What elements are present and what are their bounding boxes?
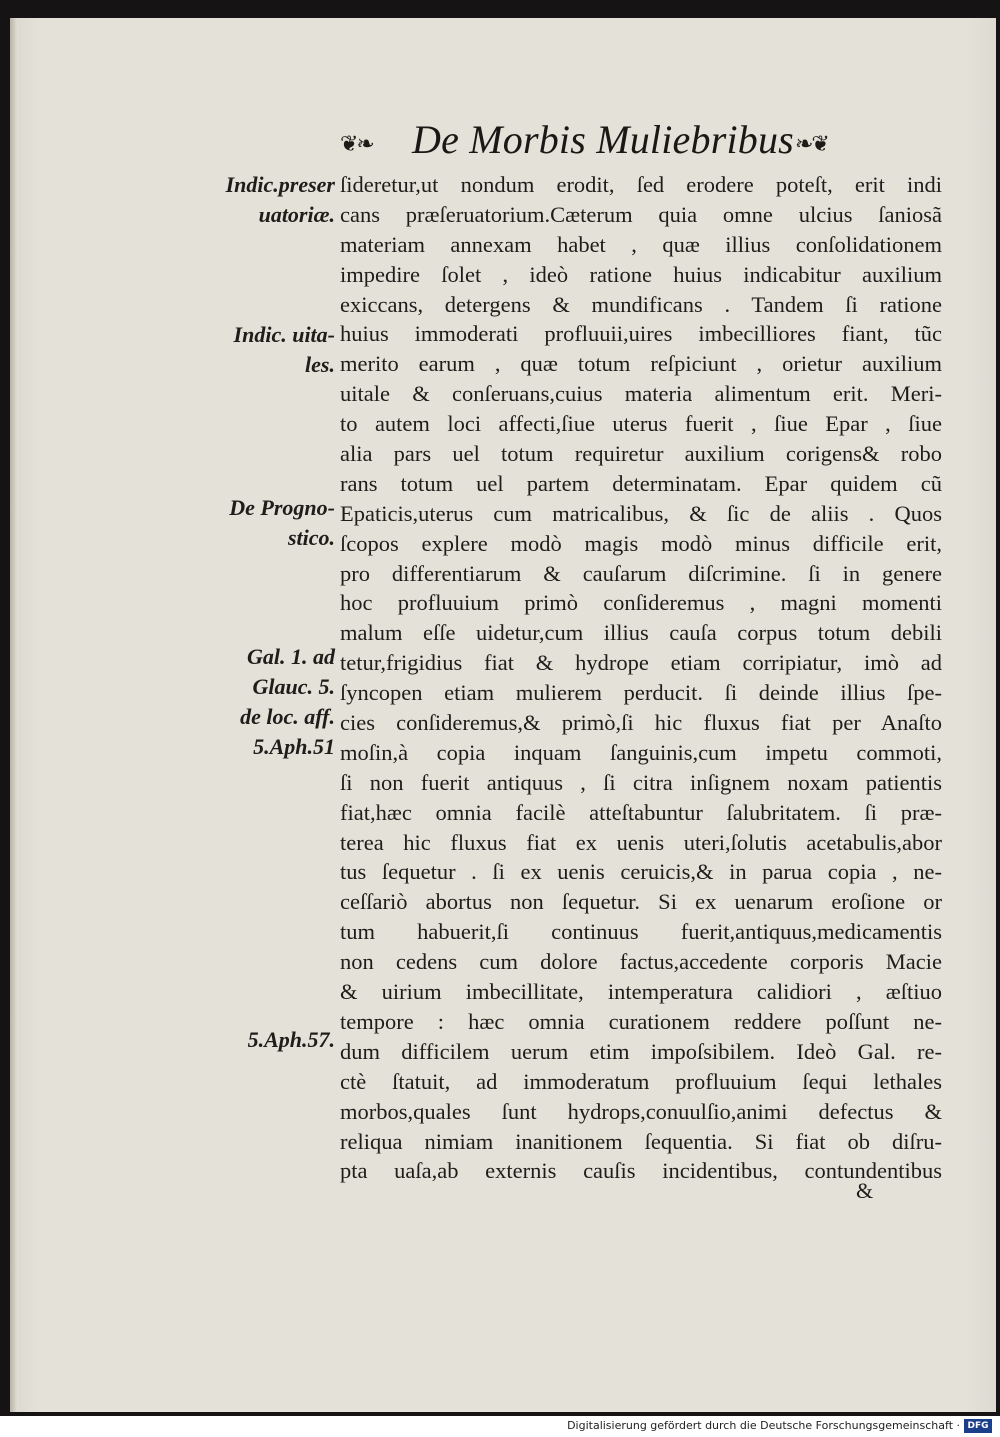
ornament-right-icon: ❧❦ xyxy=(795,132,828,157)
text-line: cies conſideremus,& primò,ſi hic fluxus fiat per Anaſto xyxy=(340,710,942,736)
margin-note-indic-preseruatoriae xyxy=(195,170,335,230)
text-line: rans totum uel partem determinatam. Epar quidem cũ xyxy=(340,470,942,496)
text-line: tum habuerit,ſi continuus fuerit,antiquus,medicamentis xyxy=(340,919,942,945)
text-line: reliqua nimiam inanitionem ſequentia. Si fiat ob diſru- xyxy=(340,1128,942,1154)
page-header xyxy=(340,112,860,162)
text-line: ceſſariò abortus non ſequetur. Si ex uenarum eroſione or xyxy=(340,889,942,915)
text-line: to autem loci affecti,ſiue uterus fuerit , ſiue Epar , ſiue xyxy=(340,411,942,437)
catchword: & xyxy=(856,1178,874,1203)
text-line: exiccans, detergens & mundificans . Tandem ſi ratione xyxy=(340,291,942,317)
margin-note-line: Indic. uita- xyxy=(233,322,335,347)
text-line: Epaticis,uterus cum matricalibus, & ſic de aliis . Quos xyxy=(340,500,942,526)
ornament-left-icon: ❦❧ xyxy=(340,132,373,157)
margin-note-line: de loc. aff. xyxy=(240,704,335,729)
text-line: huius immoderati profluuii,uires imbecilliores fiant, tũc xyxy=(340,321,942,347)
margin-note-aph-57 xyxy=(195,1025,335,1055)
text-line: materiam annexam habet , quæ illius conſolidationem xyxy=(340,231,942,257)
text-line: & uirium imbecillitate, intemperatura calidiori , æſtiuo xyxy=(340,979,942,1005)
footer-credit: Digitalisierung gefördert durch die Deutsche Forschungsgemeinschaft · xyxy=(567,1419,960,1432)
dfg-logo: DFG xyxy=(964,1419,992,1433)
margin-note-line: 5.Aph.51 xyxy=(253,734,335,759)
text-line: non cedens cum dolore factus,accedente corporis Macie xyxy=(340,949,942,975)
text-line: tus ſequetur . ſi ex uenis ceruicis,& in parua copia , ne- xyxy=(340,859,942,885)
margin-note-indic-uitales xyxy=(195,320,335,380)
text-line: tetur,frigidius fiat & hydrope etiam corripiatur, imò ad xyxy=(340,650,942,676)
text-line: malum eſſe uidetur,cum illius cauſa corpus totum debili xyxy=(340,620,942,646)
text-line: moſin,à copia inquam ſanguinis,cum impetu commoti, xyxy=(340,739,942,765)
margin-note-line: Indic.preser xyxy=(225,172,335,197)
text-line: uitale & conſeruans,cuius materia alimentum erit. Meri- xyxy=(340,381,942,407)
text-line: ſcopos explere modò magis modò minus difficile erit, xyxy=(340,530,942,556)
margin-note-line: les. xyxy=(305,352,335,377)
text-line: morbos,quales ſunt hydrops,conuulſio,animi defectus & xyxy=(340,1098,942,1124)
margin-note-line: stico. xyxy=(287,525,335,550)
text-line: dum difficilem uerum etim impoſsibilem. Ideò Gal. re- xyxy=(340,1038,942,1064)
margin-note-line: De Progno- xyxy=(229,495,335,520)
margin-note-line: Gal. 1. ad xyxy=(247,644,335,669)
text-line: terea hic fluxus fiat ex uenis uteri,ſolutis acetabulis,abor xyxy=(340,829,942,855)
running-head: De Morbis Muliebribus xyxy=(412,117,794,162)
margin-note-de-prognostico xyxy=(195,493,335,553)
text-line: ſideretur,ut nondum erodit, ſed erodere poteſt, erit indi xyxy=(340,172,942,197)
text-line: cans præſeruatorium.Cæterum quia omne ulcius ſaniosã xyxy=(340,201,942,227)
text-line: alia pars uel totum requiretur auxilium corigens& robo xyxy=(340,441,942,467)
margin-note-line: 5.Aph.57. xyxy=(247,1027,335,1052)
page-edge-shadow xyxy=(10,18,18,1412)
margin-note-line: uatoriæ. xyxy=(258,202,335,227)
margin-note-gal-references xyxy=(195,642,335,762)
text-line: hoc profluuium primò conſideremus , magni momenti xyxy=(340,590,942,616)
text-line: pro differentiarum & cauſarum diſcrimine. ſi in genere xyxy=(340,560,942,586)
text-line: impedire ſolet , ideò ratione huius indicabitur auxilium xyxy=(340,261,942,287)
body-text xyxy=(340,170,942,1186)
text-line: merito earum , quæ totum reſpiciunt , orietur auxilium xyxy=(340,351,942,377)
footer-bar xyxy=(0,1416,1000,1437)
margin-note-line: Glauc. 5. xyxy=(252,674,335,699)
text-line: ſyncopen etiam mulierem perducit. ſi deinde illius ſpe- xyxy=(340,680,942,706)
text-line: fiat,hæc omnia facilè atteſtabuntur ſalubritatem. ſi præ- xyxy=(340,799,942,825)
text-line: ctè ſtatuit, ad immoderatum profluuium ſequi lethales xyxy=(340,1068,942,1094)
text-line: ſi non fuerit antiquus , ſi citra inſignem noxam patientis xyxy=(340,769,942,795)
text-line: pta uaſa,ab externis cauſis incidentibus, contundentibus xyxy=(340,1158,942,1184)
text-line: tempore : hæc omnia curationem reddere poſſunt ne- xyxy=(340,1008,942,1034)
